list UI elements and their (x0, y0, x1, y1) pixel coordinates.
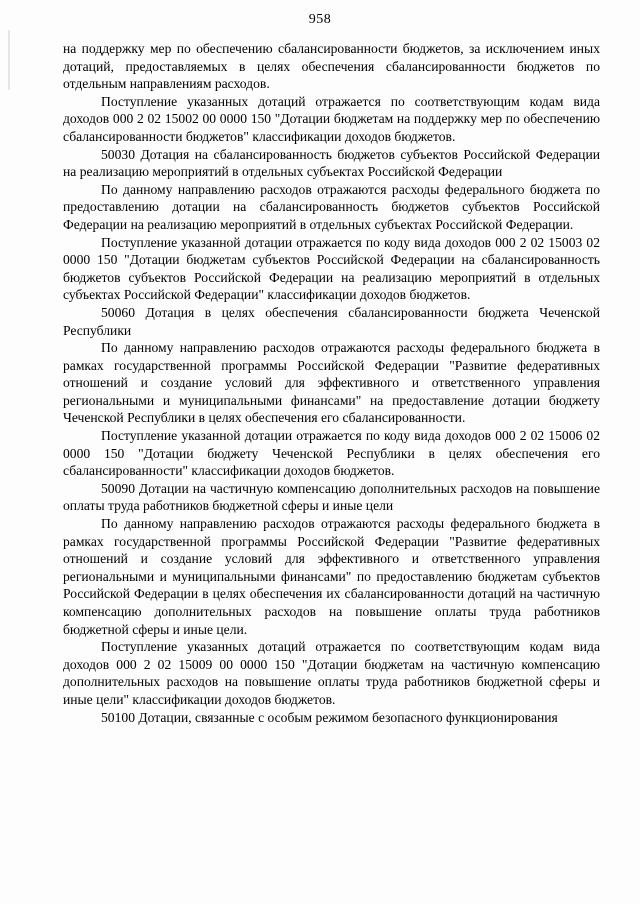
paragraph: По данному направлению расходов отражаются расходы федерального бюджета по предоставлению дотации на сбалансированность бюджетов субъектов Российской Федерации на реализацию мероприятий в отдельных субъектах Российской Федерации. (63, 181, 600, 232)
paragraph: Поступление указанной дотации отражается по коду вида доходов 000 2 02 15003 02 0000 150 "Дотации бюджетам субъектов Российской Федерации на сбалансированность бюджетов субъектов Российской Федерации на реализацию мероприятий в отдельных субъектах Российской Федерации" классификации доходов бюджетов. (63, 234, 600, 303)
document-body (63, 40, 600, 726)
paragraph: на поддержку мер по обеспечению сбалансированности бюджетов, за исключением иных дотаций, предоставляемых в целях обеспечения сбалансированности бюджетов по отдельным направлениям расходов. (63, 41, 600, 92)
section-heading: 50100 Дотации, связанные с особым режимом безопасного функционирования (101, 709, 558, 725)
paragraph: Поступление указанных дотаций отражается по соответствующим кодам вида доходов 000 2 02 15009 00 0000 150 "Дотации бюджетам на частичную компенсацию дополнительных расходов на повышение оплаты труда работников бюджетной сферы и иные цели" классификации доходов бюджетов. (63, 639, 600, 707)
section-heading: 50060 Дотация в целях обеспечения сбалансированности бюджета Чеченской Республики (63, 304, 600, 338)
paragraph: По данному направлению расходов отражаются расходы федерального бюджета в рамках государственной программы Российской Федерации "Развитие федеративных отношений и создание условий для эффективного и ответственного управления региональными и муниципальными финансами" по предоставлению бюджетам субъектов Российской Федерации в целях обеспечения их сбалансированности дотаций на частичную компенсацию дополнительных расходов на повышение оплаты труда работников бюджетной сферы и иные цели. (63, 516, 600, 637)
paragraph: По данному направлению расходов отражаются расходы федерального бюджета в рамках государственной программы Российской Федерации "Развитие федеративных отношений и создание условий для эффективного и ответственного управления региональными и муниципальными финансами" на предоставление дотации бюджету Чеченской Республики в целях обеспечения его сбалансированности. (63, 340, 600, 426)
paragraph: Поступление указанной дотации отражается по коду вида доходов 000 2 02 15006 02 0000 150 "Дотации бюджету Чеченской Республики в целях обеспечения его сбалансированности" классификации доходов бюджетов. (63, 428, 600, 479)
section-heading: 50030 Дотация на сбалансированность бюджетов субъектов Российской Федерации на реализацию мероприятий в отдельных субъектах Российской Федерации (63, 146, 600, 180)
page-number: 958 (308, 12, 332, 27)
section-heading: 50090 Дотации на частичную компенсацию дополнительных расходов на повышение оплаты труда работников бюджетной сферы и иные цели (63, 480, 600, 514)
scan-artifact (8, 30, 10, 90)
paragraph: Поступление указанных дотаций отражается по соответствующим кодам вида доходов 000 2 02 15002 00 0000 150 "Дотации бюджетам на поддержку мер по обеспечению сбалансированности бюджетов" классификации доходов бюджетов. (63, 93, 600, 144)
